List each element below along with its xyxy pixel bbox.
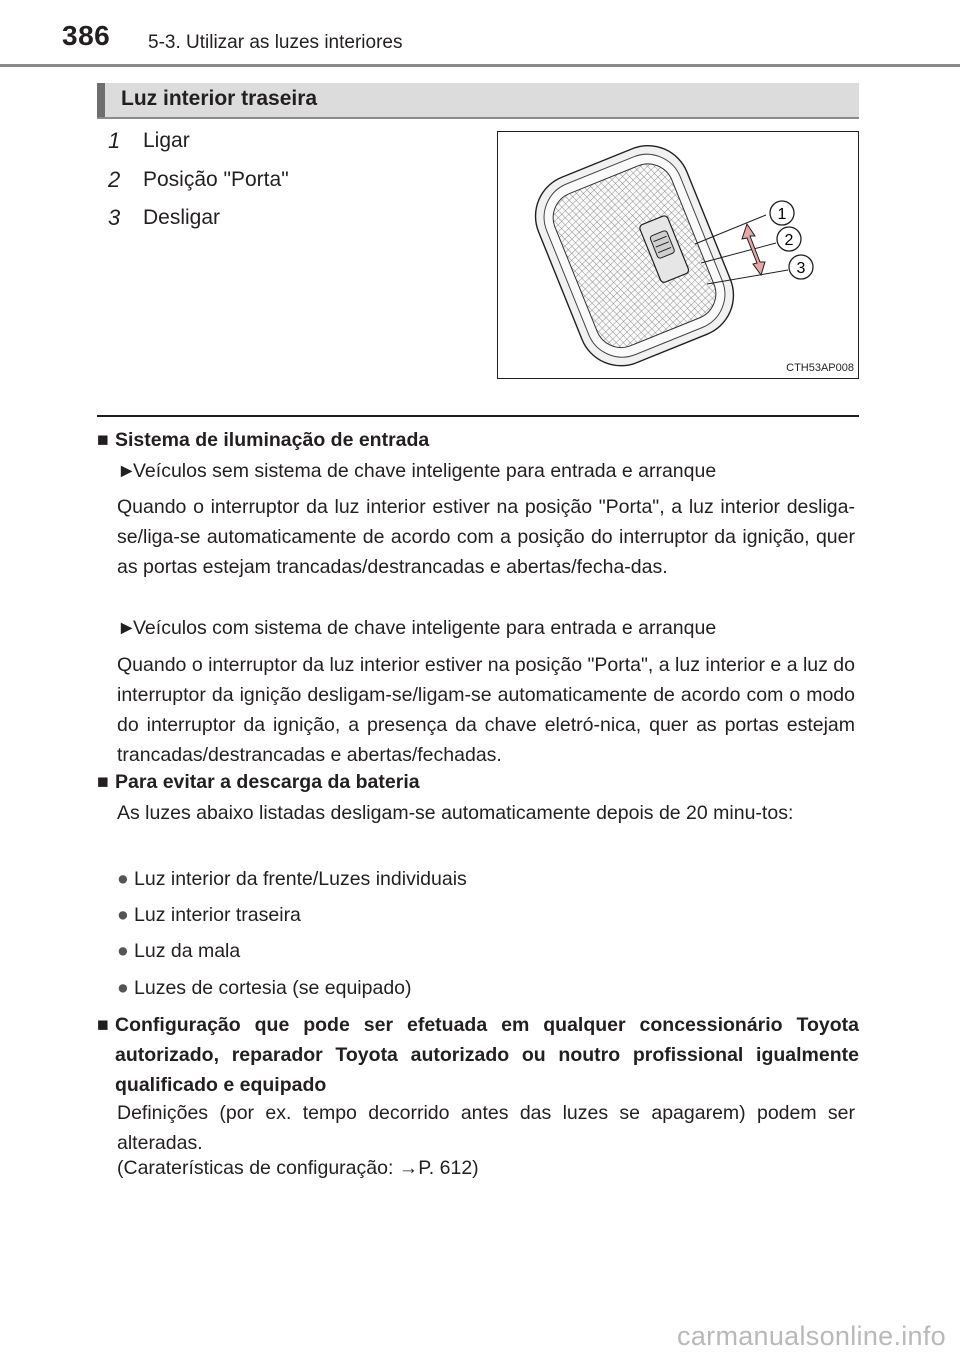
section-title: Luz interior traseira <box>121 87 318 110</box>
bullet-item <box>117 936 240 966</box>
paragraph-without-smart-key: Quando o interruptor da luz interior estiver na posição "Porta", a luz interior desliga-se/liga-se automaticamente de acordo com a posição do interruptor da ignição, quer as portas estejam trancadas/destrancadas e abertas/fecha-das. <box>117 496 855 578</box>
bullet-icon: ● <box>117 904 129 926</box>
chapter-title: 5-3. Utilizar as luzes interiores <box>148 32 403 53</box>
sub-heading-text: Veículos sem sistema de chave inteligente para entrada e arranque <box>133 460 717 482</box>
bullet-text: Luz da mala <box>134 940 241 962</box>
step-item <box>108 203 220 233</box>
heading-square-icon: ■ <box>97 429 109 451</box>
bullet-icon: ● <box>117 868 129 890</box>
bullet-item <box>117 864 467 894</box>
paragraph-with-smart-key: Quando o interruptor da luz interior estiver na posição "Porta", a luz interior e a luz do interruptor da ignição desligam-se/ligam-se automaticamente de acordo com o modo do interruptor da ignição, a presença da chave eletró-nica, quer as portas estejam trancadas/destrancadas e abertas/fechadas. <box>117 654 855 766</box>
heading-text: Configuração que pode ser efetuada em qualquer concessionário Toyota autorizado, reparador Toyota autorizado ou noutro profissional igualmente qualificado e equipado <box>115 1014 859 1096</box>
step-number: 3 <box>108 205 121 230</box>
note-heading-entry-lighting <box>97 425 859 455</box>
bullet-icon: ● <box>117 977 129 999</box>
rear-light-figure <box>497 131 859 379</box>
watermark: carmanualsonline.info <box>677 1321 946 1351</box>
bullet-icon: ● <box>117 940 129 962</box>
step-number: 2 <box>108 167 121 192</box>
slide-arrow <box>742 224 765 275</box>
configuration-reference: (Caraterísticas de configuração: →P. 612) <box>117 1157 479 1179</box>
bullet-text: Luz interior traseira <box>134 904 301 926</box>
bullet-item <box>117 973 412 1003</box>
paragraph-configuration: Definições (por ex. tempo decorrido antes das luzes se apagarem) podem ser alteradas. <box>117 1102 855 1154</box>
callout-1: 1 <box>777 206 787 223</box>
bullet-text: Luz interior da frente/Luzes individuais <box>134 868 467 890</box>
callout-3: 3 <box>796 260 806 277</box>
bullet-text: Luzes de cortesia (se equipado) <box>134 977 412 999</box>
section-title-bar <box>97 83 859 117</box>
note-heading-battery <box>97 767 859 797</box>
step-item <box>108 126 190 156</box>
figure-code: CTH53AP008 <box>786 362 854 374</box>
callout-2: 2 <box>784 232 794 249</box>
section-divider <box>97 415 859 417</box>
step-label: Desligar <box>143 206 221 229</box>
rear-interior-light-illustration <box>498 132 857 377</box>
page-number: 386 <box>62 20 111 51</box>
header-rule <box>0 64 960 67</box>
heading-text: Para evitar a descarga da bateria <box>115 771 420 793</box>
arrow-right-icon: ► <box>117 617 137 639</box>
bullet-item <box>117 900 301 930</box>
step-item <box>108 165 289 195</box>
step-label: Posição "Porta" <box>143 168 289 191</box>
arrow-right-icon: ► <box>117 460 137 482</box>
step-number: 1 <box>108 128 121 153</box>
heading-square-icon: ■ <box>97 771 109 793</box>
sub-heading-text: Veículos com sistema de chave inteligente para entrada e arranque <box>133 617 717 639</box>
section-underline <box>97 117 859 119</box>
sub-heading-without-smart-key <box>117 456 859 486</box>
heading-square-icon: ■ <box>97 1014 109 1036</box>
heading-text: Sistema de iluminação de entrada <box>115 429 430 451</box>
paragraph-battery: As luzes abaixo listadas desligam-se automaticamente depois de 20 minu-tos: <box>117 802 794 824</box>
note-heading-configuration <box>97 1010 859 1100</box>
step-label: Ligar <box>143 129 190 152</box>
sub-heading-with-smart-key <box>117 613 859 643</box>
